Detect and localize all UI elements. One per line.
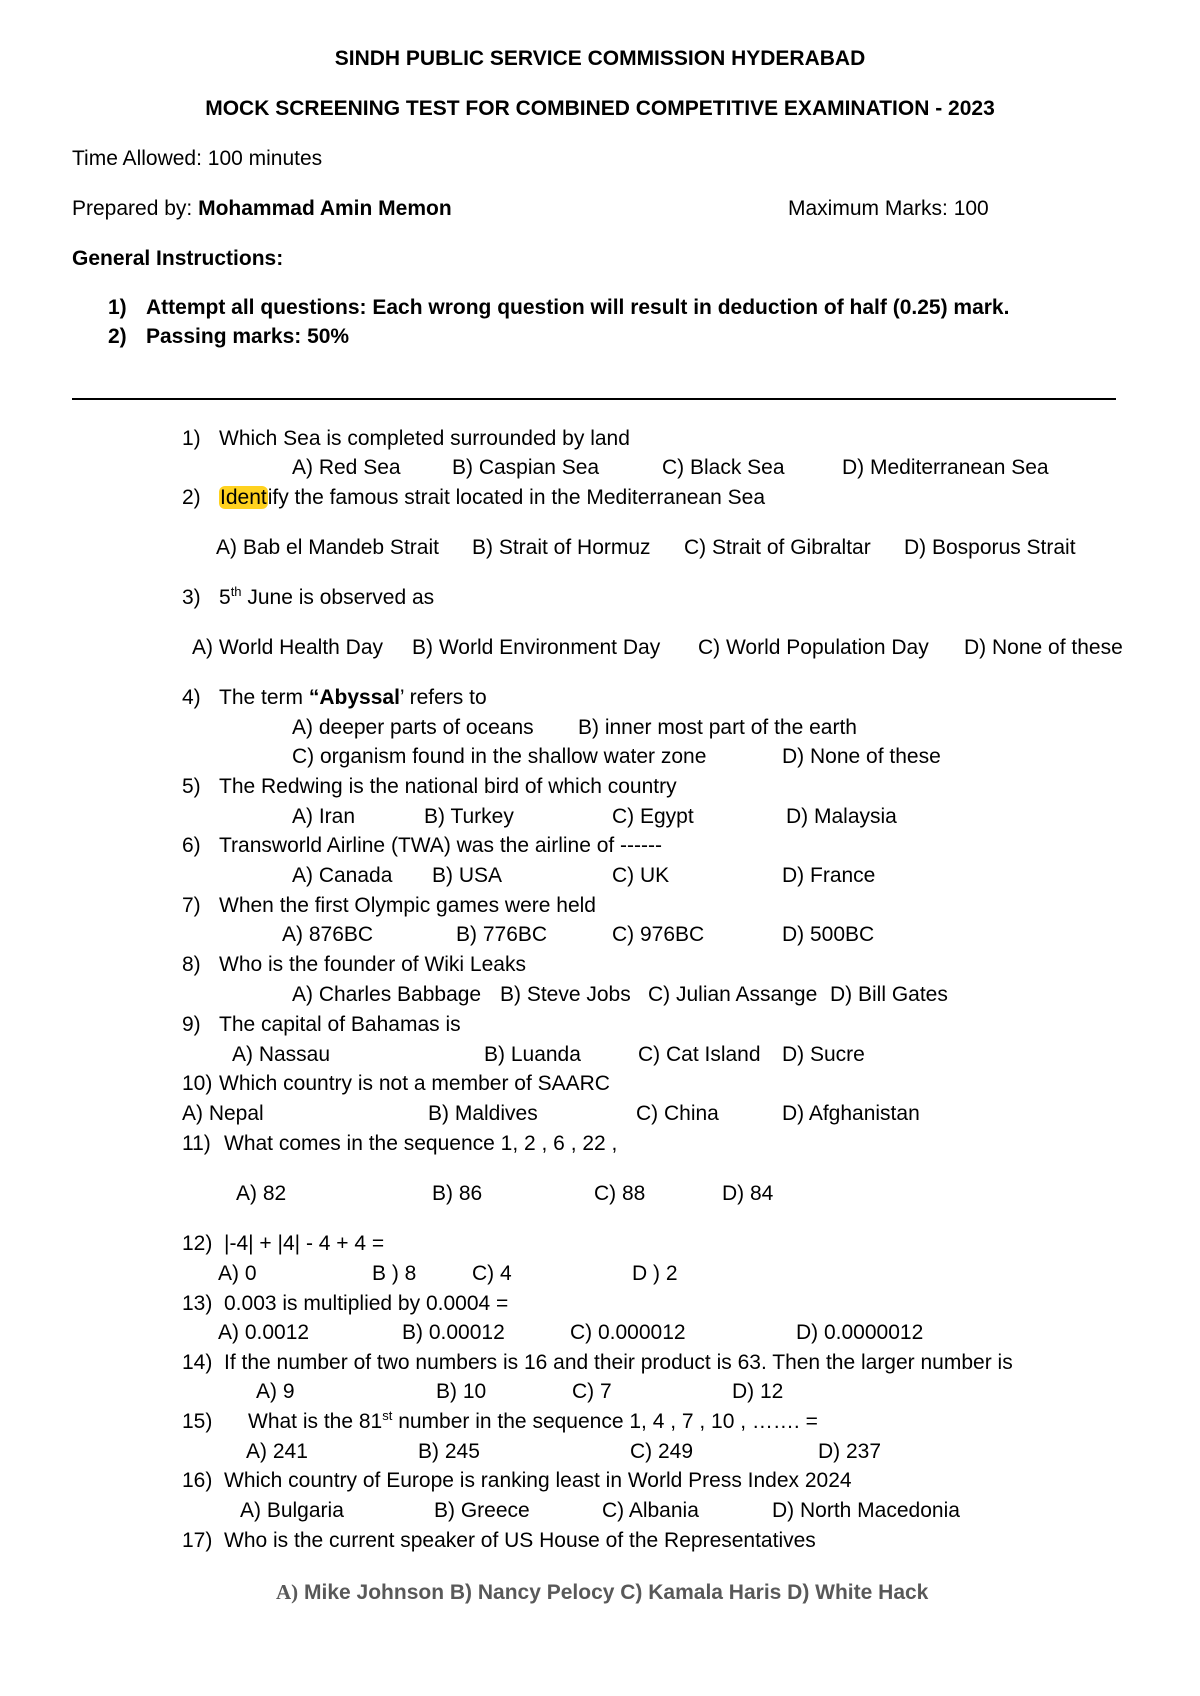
option: D) 12 [732, 1380, 784, 1403]
option: B) Steve Jobs [500, 983, 631, 1006]
option: A) deeper parts of oceans [292, 716, 534, 739]
question-text-rest: June is observed as [241, 586, 435, 609]
question-4 [182, 684, 487, 712]
option: B ) 8 [372, 1262, 417, 1285]
time-allowed-label: Time Allowed: [72, 147, 202, 170]
question-6 [182, 832, 663, 860]
option: D) 84 [722, 1182, 774, 1205]
option: A) 0.0012 [218, 1321, 310, 1344]
option: C) World Population Day [698, 636, 929, 659]
option: A) Red Sea [292, 456, 401, 479]
option: A) Canada [292, 864, 393, 887]
option: D) 500BC [782, 923, 875, 946]
question-number: 14) [182, 1351, 213, 1374]
question-number: 12) [182, 1232, 213, 1255]
option: A) Charles Babbage [292, 983, 482, 1006]
option: B) Maldives [428, 1102, 538, 1125]
option: C) 88 [594, 1182, 646, 1205]
exam-title: MOCK SCREENING TEST FOR COMBINED COMPETITIVE EXAMINATION - 2023 [205, 97, 995, 120]
option: C) 0.000012 [570, 1321, 686, 1344]
option: A) 0 [218, 1262, 257, 1285]
question-text: What comes in the sequence 1, 2 , 6 , 22 , [224, 1132, 618, 1155]
question-number: 1) [182, 427, 201, 450]
option: B) 0.00012 [402, 1321, 505, 1344]
question-text [219, 484, 765, 512]
question-number: 7) [182, 894, 201, 917]
question-text: Transworld Airline (TWA) was the airline of ------ [219, 834, 663, 857]
question-text-superscript: st [382, 1408, 393, 1423]
question-7 [182, 892, 596, 920]
question-text-rest: number in the sequence 1, 4 , 7 , 10 , ……. = [392, 1410, 818, 1433]
option: C) Black Sea [662, 456, 785, 479]
option: D) 237 [818, 1440, 882, 1463]
question-9 [182, 1011, 461, 1039]
option: D) None of these [782, 745, 941, 768]
option: A) Nepal [182, 1102, 264, 1125]
question-number: 17) [182, 1529, 213, 1552]
question-13 [182, 1290, 509, 1318]
question-text: |-4| + |4| - 4 + 4 = [224, 1232, 385, 1255]
question-number: 15) [182, 1410, 213, 1433]
question-text-pre: 5 [219, 586, 231, 609]
question-text-rest: ’ refers to [399, 686, 487, 709]
question-text-pre: The term [219, 686, 309, 709]
option: D) Malaysia [786, 805, 897, 828]
question-14 [182, 1349, 1013, 1377]
instruction-number: 2) [108, 325, 127, 348]
option: A) 876BC [282, 923, 374, 946]
option: C) 249 [630, 1440, 694, 1463]
option: C) UK [612, 864, 670, 887]
question-number: 13) [182, 1292, 213, 1315]
option: C) Egypt [612, 805, 694, 828]
option: B) Turkey [424, 805, 514, 828]
question-number: 9) [182, 1013, 201, 1036]
instruction-item [108, 294, 1010, 322]
option: A) 82 [236, 1182, 287, 1205]
option: D) Afghanistan [782, 1102, 920, 1125]
option: C) Strait of Gibraltar [684, 536, 871, 559]
question-text [219, 684, 487, 712]
option: B) 776BC [456, 923, 548, 946]
question-number: 3) [182, 586, 201, 609]
question-text: Which Sea is completed surrounded by land [219, 427, 630, 450]
question-10 [182, 1070, 610, 1098]
question-text: 0.003 is multiplied by 0.0004 = [224, 1292, 509, 1315]
question-text [219, 584, 434, 612]
exam-organization: SINDH PUBLIC SERVICE COMMISSION HYDERABAD [334, 47, 866, 70]
option: A) Bulgaria [240, 1499, 344, 1522]
question-number: 10) [182, 1072, 213, 1095]
maximum-marks-value: 100 [953, 197, 989, 220]
option: D) 0.0000012 [796, 1321, 924, 1344]
option: C) China [636, 1102, 719, 1125]
question-5 [182, 773, 677, 801]
time-allowed-value: 100 minutes [207, 147, 323, 170]
option: A) World Health Day [192, 636, 384, 659]
question-number: 2) [182, 486, 201, 509]
question-text-rest: ify the famous strait located in the Mediterranean Sea [267, 486, 765, 509]
instruction-item [108, 323, 350, 351]
question-1 [182, 425, 630, 453]
instructions-title: General Instructions: [72, 247, 284, 270]
option: A) Iran [292, 805, 356, 828]
option: B) Luanda [484, 1043, 581, 1066]
question-text: Who is the current speaker of US House of the Representatives [224, 1529, 816, 1552]
question-text-pre: What is the 81 [248, 1410, 383, 1433]
question-text [248, 1408, 818, 1436]
question-number: 11) [182, 1132, 211, 1155]
question-text: The Redwing is the national bird of which country [219, 775, 677, 798]
option: C) 4 [472, 1262, 512, 1285]
option: B) 86 [432, 1182, 483, 1205]
option: D) Mediterranean Sea [842, 456, 1049, 479]
option: B) 10 [436, 1380, 487, 1403]
prepared-by-value: Mohammad Amin Memon [198, 197, 452, 220]
option: D) Sucre [782, 1043, 865, 1066]
question-3 [182, 584, 435, 612]
question-text: The capital of Bahamas is [219, 1013, 461, 1036]
question-2 [182, 484, 765, 512]
instruction-number: 1) [108, 296, 127, 319]
question-number: 16) [182, 1469, 213, 1492]
option: C) Julian Assange [648, 983, 818, 1006]
time-allowed [72, 145, 322, 173]
question-number: 6) [182, 834, 201, 857]
option: A) [276, 1580, 299, 1604]
question-number: 4) [182, 686, 201, 709]
question-12 [182, 1230, 385, 1258]
option: B) Caspian Sea [452, 456, 600, 479]
option: C) organism found in the shallow water zone [292, 745, 707, 768]
question-text-superscript: th [230, 584, 242, 599]
option: Mike Johnson B) Nancy Pelocy C) Kamala Haris D) White Hack [304, 1581, 929, 1604]
option: B) Strait of Hormuz [472, 536, 651, 559]
prepared-by [72, 195, 452, 223]
option: B) USA [432, 864, 503, 887]
question-text: If the number of two numbers is 16 and their product is 63. Then the larger number is [224, 1351, 1013, 1374]
question-17 [182, 1527, 816, 1555]
question-text-bold: “Abyssal [308, 686, 400, 709]
option: B) World Environment Day [412, 636, 661, 659]
option: A) 241 [246, 1440, 308, 1463]
option: A) Nassau [232, 1043, 331, 1066]
option: C) Albania [602, 1499, 699, 1522]
prepared-by-label: Prepared by: [72, 197, 193, 220]
question-text: Who is the founder of Wiki Leaks [219, 953, 526, 976]
header-divider [72, 398, 1116, 400]
option: B) 245 [418, 1440, 480, 1463]
question-15 [182, 1408, 818, 1436]
instruction-text: Attempt all questions: Each wrong question will result in deduction of half (0.25) mark. [146, 296, 1010, 319]
option: C) 7 [572, 1380, 612, 1403]
option: D) France [782, 864, 876, 887]
option: D ) 2 [632, 1262, 678, 1285]
question-number: 5) [182, 775, 201, 798]
option: D) Bill Gates [830, 983, 948, 1006]
question-text: Which country of Europe is ranking least in World Press Index 2024 [224, 1469, 852, 1492]
option: C) Cat Island [638, 1043, 761, 1066]
instruction-text: Passing marks: 50% [146, 325, 350, 348]
maximum-marks-label: Maximum Marks: [788, 197, 948, 220]
question-number: 8) [182, 953, 201, 976]
option: B) Greece [434, 1499, 530, 1522]
option: A) Bab el Mandeb Strait [216, 536, 439, 559]
question-16 [182, 1467, 852, 1495]
highlighted-text: Ident [220, 486, 267, 509]
option: B) inner most part of the earth [578, 716, 857, 739]
question-8 [182, 951, 526, 979]
option: C) 976BC [612, 923, 705, 946]
question-text: When the first Olympic games were held [219, 894, 596, 917]
option: D) Bosporus Strait [904, 536, 1076, 559]
option: D) North Macedonia [772, 1499, 960, 1522]
option: D) None of these [964, 636, 1123, 659]
option: A) 9 [256, 1380, 295, 1403]
question-11 [182, 1130, 618, 1158]
question-text: Which country is not a member of SAARC [219, 1072, 610, 1095]
maximum-marks [788, 195, 989, 223]
question-17-options [276, 1578, 928, 1607]
